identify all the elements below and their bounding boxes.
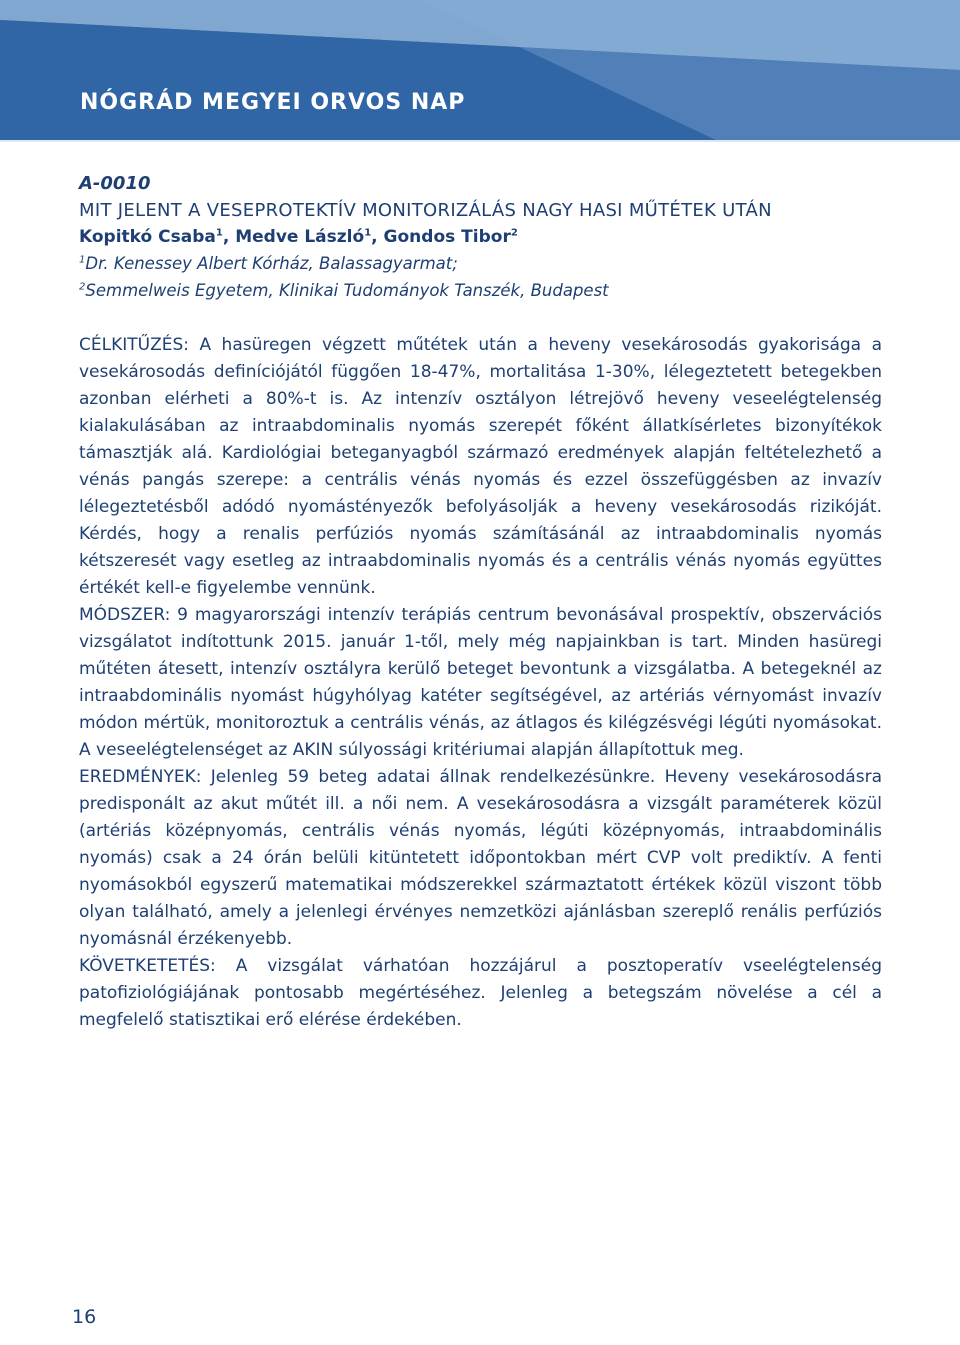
affiliation-text: Semmelweis Egyetem, Klinikai Tudományok Tanszék, Budapest bbox=[85, 281, 609, 300]
spacer bbox=[79, 304, 882, 332]
author-list bbox=[79, 224, 882, 250]
author-name: Gondos Tibor bbox=[383, 227, 511, 247]
affiliation bbox=[79, 250, 882, 277]
section-results: EREDMÉNYEK: Jelenleg 59 beteg adatai állnak rendelkezésünkre. Heveny vesekárosodásra predisponált az akut műtét ill. a női nem. A vesekárosodásra a vizsgált paraméterek közül (artériás középnyomás, centrális vénás nyomás, légúti középnyomás, intraabdominális nyomás) csak a 24 órán belüli kitüntetett időpontokban mért CVP volt prediktív. A fenti nyomásokból egyszerű matematikai módszerekkel származtatott értékek közül viszont több olyan található, amely a jelenlegi érvényes nemzetközi ajánlásban szereplő renális perfúziós nyomásnál érzékenyebb. bbox=[79, 767, 882, 949]
header-band bbox=[0, 0, 960, 142]
abstract-title: MIT JELENT A VESEPROTEKTÍV MONITORIZÁLÁS NAGY HASI MŰTÉTEK UTÁN bbox=[79, 200, 772, 221]
page-number: 16 bbox=[72, 1306, 97, 1328]
affiliation bbox=[79, 277, 882, 304]
header-background bbox=[0, 0, 960, 142]
header-title: NÓGRÁD MEGYEI ORVOS NAP bbox=[80, 90, 466, 115]
author-affiliation-mark: 1 bbox=[364, 227, 372, 239]
affiliation-mark: 2 bbox=[79, 281, 86, 293]
abstract bbox=[79, 170, 882, 1034]
author-separator: , bbox=[371, 227, 384, 247]
author-affiliation-mark: 2 bbox=[510, 227, 518, 239]
section-objective: CÉLKITŰZÉS: A hasüregen végzett műtétek után a heveny vesekárosodás gyakorisága a vesekárosodás definíciójától függően 18-47%, mortalitása 1-30%, lélegeztetett betegekben azonban elérheti a 80%-t is. Az intenzív osztályon létrejövő heveny veseelégtelenség kialakulásában az intraabdominalis nyomás szerepét főként állatkísérletes bizonyítékok támasztják alá. Kardiológiai beteganyagból származó eredmények alapján feltételezhető a vénás pangás szerepe: a centrális vénás nyomás és ezzel összefüggésben az invazív lélegeztetésből adódó nyomástényezők befolyásolják a heveny vesekárosodás rizikóját. Kérdés, hogy a renalis perfúziós nyomás számításánál az intraabdominalis nyomás kétszeresét vagy esetleg az intraabdominalis nyomás és a centrális vénás nyomás együttes értékét kell-e figyelembe vennünk. bbox=[79, 335, 882, 598]
author-affiliation-mark: 1 bbox=[215, 227, 223, 239]
affiliation-text: Dr. Kenessey Albert Kórház, Balassagyarmat; bbox=[85, 254, 458, 273]
section-conclusion: KÖVETKETETÉS: A vizsgálat várhatóan hozzájárul a posztoperatív vseelégtelenség patofiziológiájának pontosabb megértéséhez. Jelenleg a betegszám növelése a cél a megfelelő statisztikai erő elérése érdekében. bbox=[79, 956, 882, 1030]
section-methods: MÓDSZER: 9 magyarországi intenzív terápiás centrum bevonásával prospektív, obszervációs vizsgálatot indítottunk 2015. január 1-től, mely még napjainkban is tart. Minden hasüregi műtéten átesett, intenzív osztályra kerülő beteget bevontunk a vizsgálatba. A betegeknél az intraabdominális nyomást húgyhólyag katéter segítségével, az artériás vérnyomást invazív módon mértük, monitoroztuk a centrális vénás, az átlagos és kilégzésvégi légúti nyomásokat. A veseelégtelenséget az AKIN súlyossági kritériumai alapján állapítottuk meg. bbox=[79, 605, 882, 760]
affiliation-mark: 1 bbox=[79, 254, 86, 266]
author-separator: , bbox=[222, 227, 236, 247]
author-name: Kopitkó Csaba bbox=[79, 227, 216, 247]
abstract-id: A-0010 bbox=[79, 173, 151, 194]
author-name: Medve László bbox=[235, 227, 365, 247]
